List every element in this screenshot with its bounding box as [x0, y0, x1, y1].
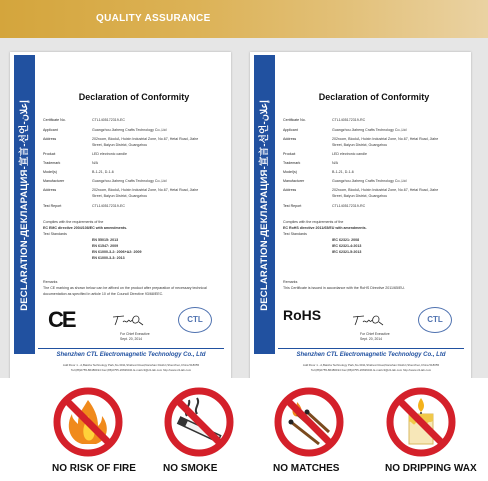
no-smoke-label: NO SMOKE: [163, 463, 218, 474]
field-value: 202room, BlockA, Huixin Industrial Zone, No.67, Hetai Road, Jiahe: [332, 188, 439, 192]
certificate-title: Declaration of Conformity: [318, 92, 430, 102]
test-standard: IEC 62321: 2008: [332, 238, 360, 242]
field-value: LED electronic candle: [332, 152, 367, 156]
field-label: Trademark: [283, 161, 301, 165]
remarks-text: Remarks: [283, 280, 298, 284]
field-label: Manufacturer: [43, 179, 65, 183]
field-value: CTL1405172319-EC: [92, 204, 125, 208]
field-value: Guangzhou Jiaheng Crafts Technology Co.,Ltd: [92, 128, 167, 132]
field-label: Product: [283, 152, 296, 156]
field-label: Applicant: [283, 128, 298, 132]
field-label: Product: [43, 152, 56, 156]
test-standard: EN 61547: 2009: [92, 244, 119, 248]
signature-date: Sept. 20, 2014: [120, 337, 143, 341]
field-value: 202room, BlockA, Huixin Industrial Zone, No.67, Hetai Road, Jiahe: [92, 137, 199, 141]
field-value: LED electronic candle: [92, 152, 127, 156]
no-smoke-icon: [163, 386, 235, 458]
comply-text: EC RoHS directive 2011/65/EU with amendments.: [283, 226, 367, 230]
signature-icon: [110, 312, 150, 328]
declaration-side-text: DECLARATION-ДЕКЛАРАЦИЯ-宣言-선언-إعلان: [19, 100, 30, 311]
field-value: Street, Baiyun District, Guangzhou: [92, 143, 148, 147]
test-standard: IEC 62321-5:2013: [332, 250, 362, 254]
field-value: B-1-21, D-1-6: [332, 170, 354, 174]
remarks-text: Remarks: [43, 280, 58, 284]
field-label: Model(s): [43, 170, 57, 174]
banner-title: QUALITY ASSURANCE: [96, 13, 211, 24]
test-standard: EN 61000-3-3: 2013: [92, 256, 125, 260]
rohs-mark: RoHS: [283, 307, 322, 323]
footer-divider: [278, 348, 464, 349]
comply-text: Complies with the requirements of the: [283, 220, 344, 224]
field-value: Guangzhou Jiaheng Crafts Technology Co.,Ltd: [332, 128, 407, 132]
field-value: N/A: [332, 161, 338, 165]
field-value: CTL1405172319-RC: [332, 118, 366, 122]
field-label: Applicant: [43, 128, 58, 132]
declaration-side-bar: [14, 55, 35, 354]
field-value: Guangzhou Jiaheng Crafts Technology Co.,Ltd: [332, 179, 407, 183]
field-label: Certificate No.: [283, 118, 306, 122]
warning-icon-row: [0, 378, 488, 481]
comply-text: Test Standards: [283, 232, 307, 236]
field-label: Test Report: [43, 204, 62, 208]
no-dripping-wax-label: NO DRIPPING WAX: [385, 463, 477, 474]
field-label: Test Report: [283, 204, 302, 208]
ce-mark: CE: [48, 307, 75, 332]
declaration-side-text: DECLARATION-ДЕКЛАРАЦИЯ-宣言-선언-إعلان: [259, 100, 270, 311]
field-value: 202room, BlockA, Huixin Industrial Zone, No.67, Hetai Road, Jiahe: [92, 188, 199, 192]
field-value: CTL1405172319-EC: [92, 118, 125, 122]
signature-role: For Chief Executive: [360, 332, 390, 336]
field-label: Address: [283, 137, 297, 141]
comply-text: Test Standards: [43, 232, 67, 236]
test-standard: IEC 62321-4:2013: [332, 244, 362, 248]
remarks-text: The CE marking as shown below can be affixed on the product after preparation of necessary technical: [43, 286, 207, 290]
field-value: Street, Baiyun District, Guangzhou: [332, 143, 388, 147]
test-standard: EN 55015: 2013: [92, 238, 119, 242]
ce-certificate: [10, 52, 231, 381]
ctl-stamp-icon: CTL: [418, 307, 452, 333]
no-matches-label: NO MATCHES: [273, 463, 340, 474]
footer-divider: [38, 348, 224, 349]
no-matches-icon: [273, 386, 345, 458]
field-label: Address: [43, 137, 57, 141]
field-value: B-1-21, D-1-6: [92, 170, 114, 174]
signature-date: Sept. 20, 2014: [360, 337, 383, 341]
no-fire-icon: [52, 386, 124, 458]
field-label: Address: [283, 188, 297, 192]
issuer-company: Shenzhen CTL Electromagnetic Technology Co., Ltd: [296, 352, 446, 358]
no-fire-label: NO RISK OF FIRE: [52, 463, 136, 474]
field-value: CTL1405172319-RC: [332, 204, 366, 208]
ctl-stamp-icon: CTL: [178, 307, 212, 333]
issuer-address: Add:Floor 1 - A,Baisha Technology Park,No.3011,Shahexi Road,Nanshan District,Shenzhen,China 518055: [302, 363, 440, 367]
signature-role: For Chief Executive: [120, 332, 150, 336]
remarks-text: This Certificate is issued in accordance with the RoHS Directive 2011/65/EU.: [283, 286, 405, 290]
field-label: Model(s): [283, 170, 297, 174]
field-value: N/A: [92, 161, 98, 165]
no-dripping-wax-icon: [385, 386, 457, 458]
field-value: 202room, BlockA, Huixin Industrial Zone, No.67, Hetai Road, Jiahe: [332, 137, 439, 141]
declaration-side-bar: [254, 55, 275, 354]
issuer-company: Shenzhen CTL Electromagnetic Technology Co., Ltd: [56, 352, 206, 358]
issuer-address: Add:Floor 1 - A,Baisha Technology Park,No.3011,Shahexi Road,Nanshan District,Shenzhen,China 518055: [62, 363, 200, 367]
issuer-contact: Tel:(86)0755-86486194 Fax:(86)0755-26636041 E-mail:ctl@ctl-lab.com http://www.ctl-lab.com: [310, 368, 432, 372]
comply-text: EC EMC directive 2004/108/EC with amendments.: [43, 226, 128, 230]
comply-text: Complies with the requirements of the: [43, 220, 104, 224]
field-value: Street, Baiyun District, Guangzhou: [92, 194, 148, 198]
header-banner: [0, 0, 488, 38]
test-standard: EN 61000-3-2: 2006+A2: 2009: [92, 250, 142, 254]
field-label: Address: [43, 188, 57, 192]
signature-icon: [350, 312, 390, 328]
field-label: Certificate No.: [43, 118, 66, 122]
issuer-contact: Tel:(86)0755-86486194 Fax:(86)0755-26636041 E-mail:ctl@ctl-lab.com http://www.ctl-lab.com: [70, 368, 192, 372]
certificate-title: Declaration of Conformity: [78, 92, 190, 102]
rohs-certificate: [250, 52, 471, 381]
field-value: Guangzhou Jiaheng Crafts Technology Co.,Ltd: [92, 179, 167, 183]
remarks-text: documentation as specified in article 10 of the Council Directive 93/68/EEC.: [43, 292, 164, 296]
field-value: Street, Baiyun District, Guangzhou: [332, 194, 388, 198]
field-label: Manufacturer: [283, 179, 305, 183]
field-label: Trademark: [43, 161, 61, 165]
